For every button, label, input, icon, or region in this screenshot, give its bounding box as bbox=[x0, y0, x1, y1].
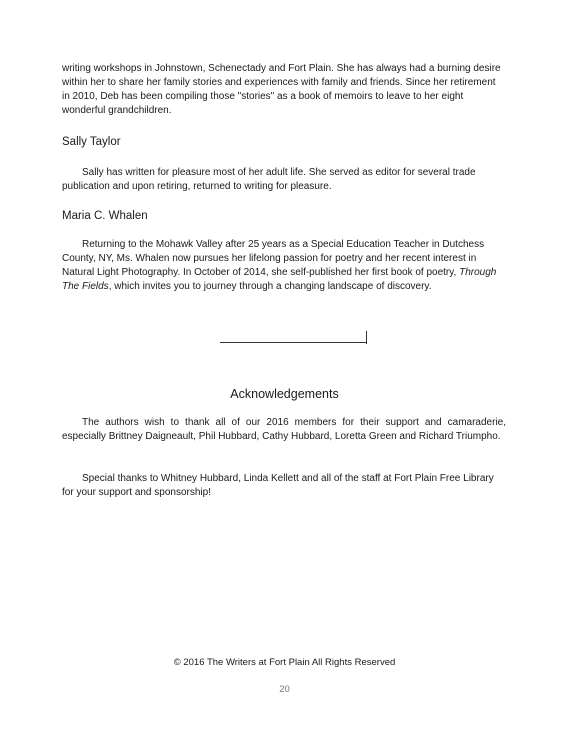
page-number: 20 bbox=[279, 684, 290, 695]
acknowledgements-paragraph-1: The authors wish to thank all of our 2016 members for their support and camaraderie, especially Brittney Daigneault, Phil Hubbard, Cathy Hubbard, Loretta Green and Richard Triumpho. bbox=[62, 417, 506, 442]
book-title: Through The Fields bbox=[62, 267, 497, 292]
copyright-notice: © 2016 The Writers at Fort Plain All Rights Reserved bbox=[173, 657, 396, 668]
author-name-sally: Sally Taylor bbox=[62, 136, 121, 148]
text-cursor bbox=[366, 331, 367, 344]
author-bio-maria-text: Returning to the Mohawk Valley after 25 years as a Special Education Teacher in Dutchess County, NY, Ms. Whalen now pursues her lifelong passion for poetry and her recent interest in Natural Light Photography. In October of 2014, she self-published her first book of poetry, bbox=[62, 239, 485, 278]
author-bio-maria bbox=[62, 238, 506, 294]
author-bio-sally: Sally has written for pleasure most of her adult life. She served as editor for several trade publication and upon retiring, returned to writing for pleasure. bbox=[62, 167, 476, 192]
author-name-maria: Maria C. Whalen bbox=[62, 210, 148, 222]
acknowledgements-heading: Acknowledgements bbox=[230, 387, 339, 401]
acknowledgements-paragraph-2: Special thanks to Whitney Hubbard, Linda Kellett and all of the staff at Fort Plain Free Library for your support and sponsorship! bbox=[62, 473, 494, 498]
deb-bio-continuation: writing workshops in Johnstown, Schenectady and Fort Plain. She has always had a burning desire within her to share her family stories and experiences with family and friends. Since her retirement in 2010, Deb has been compiling those "stories" as a book of memoirs to leave to her eight wonderful grandchildren. bbox=[62, 63, 501, 116]
author-bio-maria-text-end: , which invites you to journey through a changing landscape of discovery. bbox=[108, 281, 432, 292]
section-divider bbox=[220, 342, 366, 343]
